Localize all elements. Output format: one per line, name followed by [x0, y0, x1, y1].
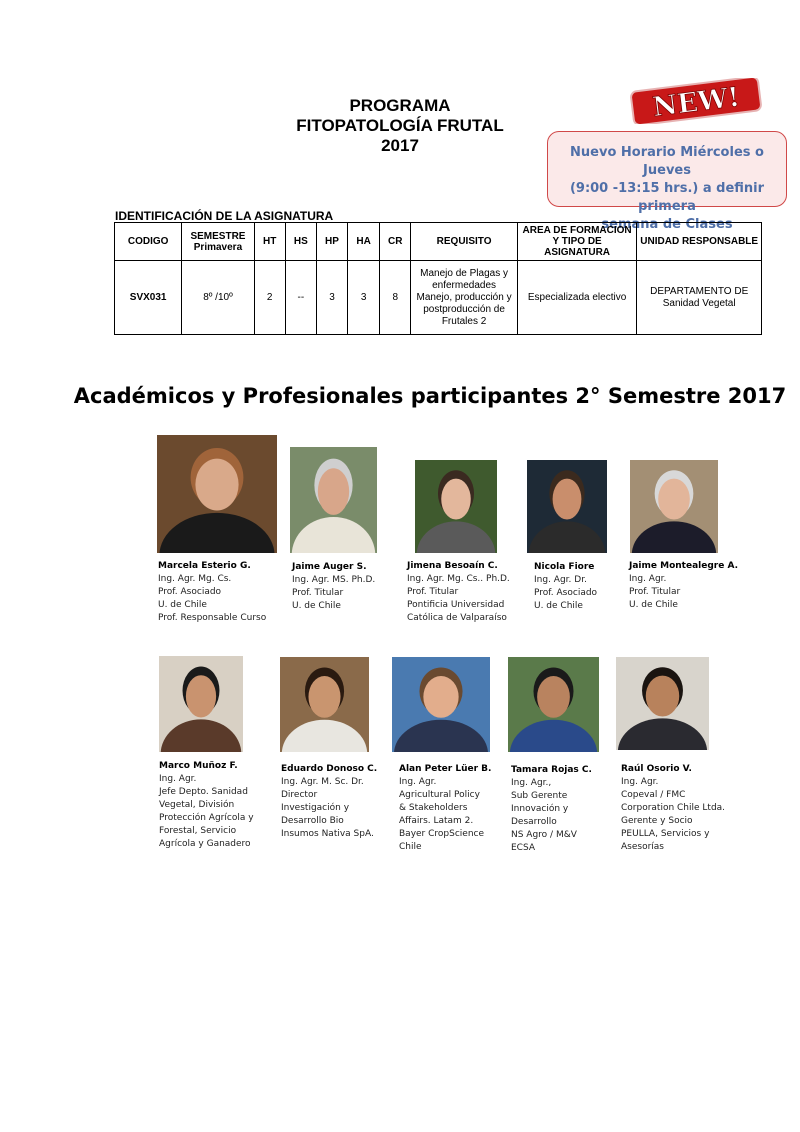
person-detail: U. de Chile [292, 601, 341, 611]
header-area: AREA DE FORMACION Y TIPO DE ASIGNATURA [517, 223, 637, 261]
new-badge [628, 78, 764, 124]
person-detail: U. de Chile [629, 600, 678, 610]
portrait-image [157, 435, 277, 553]
person-detail: Ing. Agr. Mg. Cs.. Ph.D. [407, 574, 510, 584]
person-detail: Ing. Agr. Mg. Cs. [158, 574, 232, 584]
cell-ha: 3 [348, 261, 380, 335]
person-detail: Bayer CropScience [399, 829, 485, 839]
cell-codigo: SVX031 [115, 261, 182, 335]
person-detail: Pontificia Universidad [407, 600, 505, 610]
person-detail: Vegetal, División [159, 800, 235, 810]
person-name: Marco Muñoz F. [159, 761, 238, 771]
person-detail: Asesorías [621, 842, 664, 852]
person-detail: Prof. Titular [407, 587, 459, 597]
person-name: Jaime Montealegre A. [629, 561, 739, 571]
person-detail: Católica de Valparaíso [407, 613, 507, 623]
person-name: Alan Peter Lüer B. [399, 764, 492, 774]
portrait-image [392, 657, 490, 752]
person-detail: Ing. Agr. M. Sc. Dr. [281, 777, 364, 787]
person-detail: Forestal, Servicio [159, 826, 237, 836]
person-caption [159, 760, 299, 851]
person-detail: Prof. Responsable Curso [158, 613, 267, 623]
person-photo [392, 657, 490, 752]
person-photo [508, 657, 599, 752]
person-detail: Chile [399, 842, 422, 852]
badge-text: NEW! [650, 81, 742, 124]
title-line-2: FITOPATOLOGÍA FRUTAL [296, 116, 504, 135]
person-detail: Ing. Agr. Dr. [534, 575, 587, 585]
person-detail: U. de Chile [534, 601, 583, 611]
person-detail: Investigación y [281, 803, 350, 813]
person-name: Eduardo Donoso C. [281, 764, 378, 774]
notice-line-1: Nuevo Horario Miércoles o Jueves [570, 145, 764, 178]
person-detail: Desarrollo [511, 817, 557, 827]
header-ha: HA [348, 223, 380, 261]
schedule-notice [547, 131, 787, 232]
section-title: IDENTIFICACIÓN DE LA ASIGNATURA [115, 209, 334, 223]
person-detail: Agrícola y Ganadero [159, 839, 251, 849]
person-detail: Copeval / FMC [621, 790, 686, 800]
person-detail: ECSA [511, 843, 536, 853]
person-photo [159, 656, 243, 752]
person-caption [158, 560, 298, 625]
person-detail: Ing. Agr. [621, 777, 659, 787]
person-detail: Gerente y Socio [621, 816, 693, 826]
person-caption [407, 560, 547, 625]
person-detail: U. de Chile [158, 600, 207, 610]
person-detail: Corporation Chile Ltda. [621, 803, 726, 813]
cell-cr: 8 [380, 261, 411, 335]
person-photo [157, 435, 277, 553]
header-hp: HP [316, 223, 347, 261]
person-name: Marcela Esterio G. [158, 561, 251, 571]
header-requisito: REQUISITO [411, 223, 517, 261]
person-detail: Ing. Agr. [159, 774, 197, 784]
person-detail: Ing. Agr. MS. Ph.D. [292, 575, 376, 585]
person-photo [527, 460, 607, 553]
person-detail: Agricultural Policy [399, 790, 480, 800]
program-title [250, 96, 550, 156]
portrait-image [415, 460, 497, 553]
cell-semestre: 8º /10º [182, 261, 254, 335]
portrait-image [630, 460, 718, 553]
person-detail: Ing. Agr., [511, 778, 552, 788]
person-detail: Insumos Nativa SpA. [281, 829, 374, 839]
person-detail: NS Agro / M&V [511, 830, 577, 840]
person-detail: Ing. Agr. [629, 574, 667, 584]
portrait-image [159, 656, 243, 752]
person-name: Raúl Osorio V. [621, 764, 692, 774]
person-name: Nicola Fiore [534, 562, 595, 572]
person-detail: & Stakeholders [399, 803, 468, 813]
person-name: Jimena Besoaín C. [407, 561, 498, 571]
person-detail: Desarrollo Bio [281, 816, 344, 826]
cell-requisito: Manejo de Plagas y enfermedades Manejo, producción y postproducción de Frutales 2 [411, 261, 517, 335]
header-codigo: CODIGO [115, 223, 182, 261]
person-detail: Protección Agrícola y [159, 813, 254, 823]
person-detail: Affairs. Latam 2. [399, 816, 474, 826]
course-table [114, 222, 762, 335]
notice-line-3: semana de Clases [601, 217, 733, 232]
person-photo [630, 460, 718, 553]
cell-hs: -- [285, 261, 316, 335]
person-detail: Director [281, 790, 318, 800]
person-detail: Prof. Asociado [158, 587, 222, 597]
person-detail: Prof. Titular [629, 587, 681, 597]
header-cr: CR [380, 223, 411, 261]
cell-ht: 2 [254, 261, 285, 335]
header-unidad: UNIDAD RESPONSABLE [637, 223, 762, 261]
person-detail: Ing. Agr. [399, 777, 437, 787]
person-photo [415, 460, 497, 553]
person-detail: Prof. Asociado [534, 588, 598, 598]
portrait-image [527, 460, 607, 553]
header-semestre: SEMESTRE Primavera [182, 223, 254, 261]
title-line-3: 2017 [381, 136, 419, 155]
header-hs: HS [285, 223, 316, 261]
person-detail: Innovación y [511, 804, 569, 814]
person-photo [290, 447, 377, 553]
person-caption [621, 763, 761, 854]
title-line-1: PROGRAMA [349, 96, 451, 115]
table-header-row [115, 223, 762, 261]
header-ht: HT [254, 223, 285, 261]
cell-unidad: DEPARTAMENTO DE Sanidad Vegetal [637, 261, 762, 335]
person-detail: Jefe Depto. Sanidad [159, 787, 248, 797]
person-photo [280, 657, 369, 752]
cell-area: Especializada electivo [517, 261, 637, 335]
table-row [115, 261, 762, 335]
person-name: Jaime Auger S. [292, 562, 367, 572]
portrait-image [616, 657, 709, 750]
person-detail: PEULLA, Servicios y [621, 829, 710, 839]
portrait-image [280, 657, 369, 752]
person-caption [629, 560, 769, 612]
portrait-image [290, 447, 377, 553]
participants-title: Académicos y Profesionales participantes 2° Semestre 2017 [73, 384, 787, 408]
notice-line-2: (9:00 -13:15 hrs.) a definir primera [569, 181, 765, 214]
person-photo [616, 657, 709, 750]
person-detail: Sub Gerente [511, 791, 568, 801]
person-name: Tamara Rojas C. [511, 765, 592, 775]
cell-hp: 3 [316, 261, 347, 335]
person-detail: Prof. Titular [292, 588, 344, 598]
portrait-image [508, 657, 599, 752]
